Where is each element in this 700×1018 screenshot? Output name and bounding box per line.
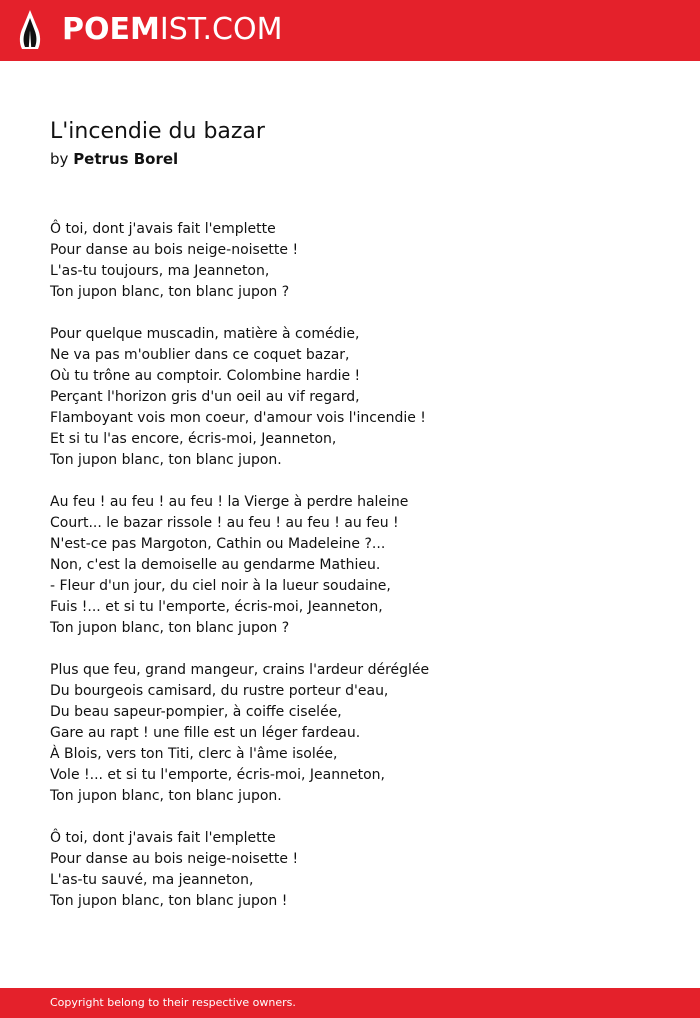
poem-line: Pour danse au bois neige-noisette ! [50, 851, 299, 867]
poem-stanza [50, 660, 670, 807]
poem-line: N'est-ce pas Margoton, Cathin ou Madeleine ?... [50, 536, 386, 552]
poem-line: L'as-tu toujours, ma Jeanneton, [50, 263, 270, 279]
poem-line: Ton jupon blanc, ton blanc jupon ? [50, 284, 290, 300]
site-footer [0, 988, 700, 1018]
poem-line: Du beau sapeur-pompier, à coiffe ciselée, [50, 704, 342, 720]
copyright-text: Copyright belong to their respective owners. [50, 996, 296, 1009]
poem-stanza [50, 828, 670, 912]
poem-line: Ton jupon blanc, ton blanc jupon ! [50, 893, 288, 909]
poem-line: Du bourgeois camisard, du rustre porteur d'eau, [50, 683, 389, 699]
byline [50, 149, 178, 169]
poem-stanza [50, 324, 670, 471]
poem-line: Où tu trône au comptoir. Colombine hardie ! [50, 368, 361, 384]
poem-stanza [50, 219, 670, 303]
logo-text-light: IST.COM [159, 12, 283, 47]
author-name: Petrus Borel [73, 150, 179, 168]
poem-line: Ne va pas m'oublier dans ce coquet bazar, [50, 347, 350, 363]
logo-text-bold: POEM [62, 12, 160, 47]
poem-body [50, 219, 670, 933]
poem-line: Pour danse au bois neige-noisette ! [50, 242, 299, 258]
poem-line: Court... le bazar rissole ! au feu ! au feu ! au feu ! [50, 515, 399, 531]
pen-nib-icon[interactable] [18, 9, 42, 51]
poem-line: - Fleur d'un jour, du ciel noir à la lueur soudaine, [50, 578, 391, 594]
poem-line: Perçant l'horizon gris d'un oeil au vif regard, [50, 389, 360, 405]
poem-line: Ô toi, dont j'avais fait l'emplette [50, 221, 276, 237]
site-logo[interactable] [62, 11, 282, 49]
poem-line: Pour quelque muscadin, matière à comédie, [50, 326, 360, 342]
poem-line: Non, c'est la demoiselle au gendarme Mathieu. [50, 557, 381, 573]
poem-line: À Blois, vers ton Titi, clerc à l'âme isolée, [50, 746, 338, 762]
poem-line: Ton jupon blanc, ton blanc jupon. [50, 788, 282, 804]
site-header [0, 0, 700, 61]
poem-line: Ô toi, dont j'avais fait l'emplette [50, 830, 276, 846]
poem-line: Flamboyant vois mon coeur, d'amour vois l'incendie ! [50, 410, 426, 426]
poem-line: Plus que feu, grand mangeur, crains l'ardeur déréglée [50, 662, 430, 678]
poem-line: Ton jupon blanc, ton blanc jupon ? [50, 620, 290, 636]
poem-line: Gare au rapt ! une fille est un léger fardeau. [50, 725, 361, 741]
poem-line: Ton jupon blanc, ton blanc jupon. [50, 452, 282, 468]
poem-line: L'as-tu sauvé, ma jeanneton, [50, 872, 254, 888]
poem-line: Et si tu l'as encore, écris-moi, Jeanneton, [50, 431, 337, 447]
poem-line: Fuis !... et si tu l'emporte, écris-moi, Jeanneton, [50, 599, 383, 615]
poem-stanza [50, 492, 670, 639]
by-label: by [50, 150, 69, 168]
poem-line: Au feu ! au feu ! au feu ! la Vierge à perdre haleine [50, 494, 409, 510]
poem-line: Vole !... et si tu l'emporte, écris-moi, Jeanneton, [50, 767, 385, 783]
poem-title: L'incendie du bazar [50, 119, 265, 144]
